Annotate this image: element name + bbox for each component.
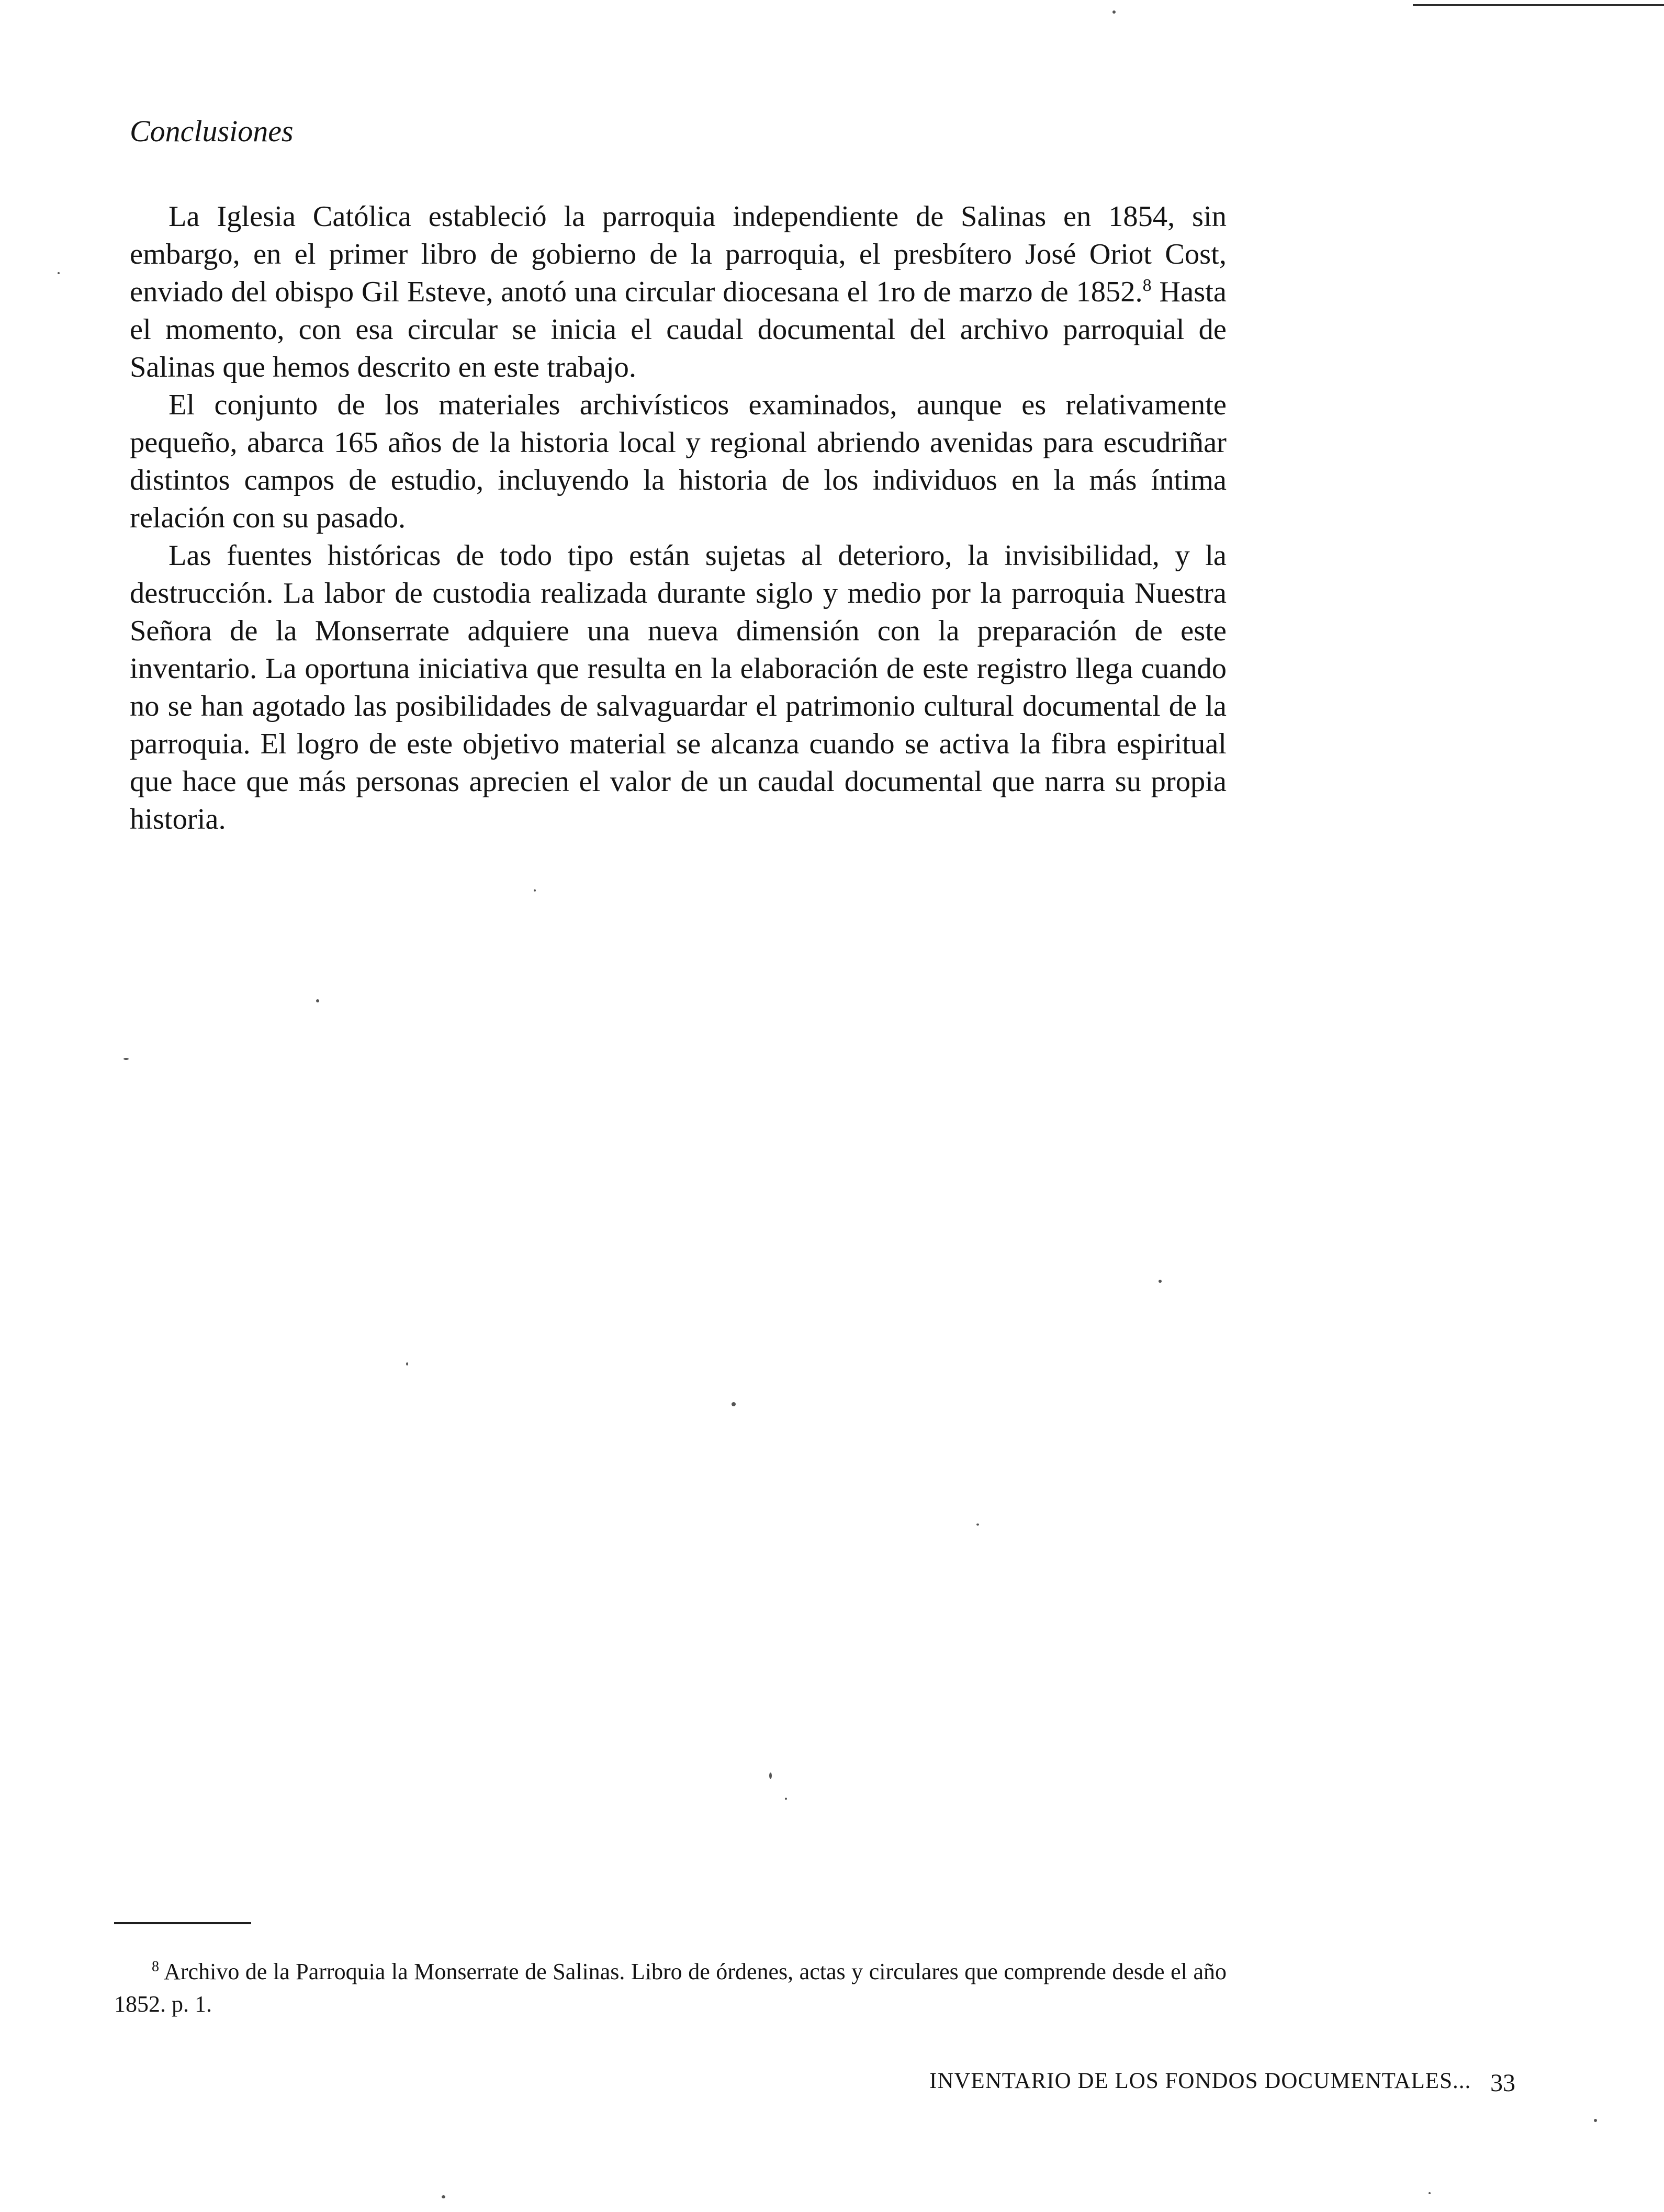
scan-speck [732, 1402, 736, 1406]
paragraph-2: El conjunto de los materiales archivísticos examinados, aunque es relativamente pequeño, abarca 165 años de la historia local y regional abriendo avenidas para escudriñar distintos campos de estudio, incluyendo la historia de los individuos en la más íntima relación con su pasado. [130, 389, 1227, 534]
scan-speck [316, 999, 319, 1002]
footnote-text: Archivo de la Parroquia la Monserrate de Salinas. Libro de órdenes, actas y circulares que comprende desde el año 1852. p. 1. [114, 1959, 1227, 2017]
page-number: 33 [1490, 2069, 1515, 2097]
scan-speck [785, 1798, 787, 1800]
paragraph-1 [130, 198, 1227, 386]
scan-speck [976, 1523, 979, 1526]
footnote [114, 1956, 1227, 2021]
scan-speck [442, 2195, 445, 2198]
scan-speck [534, 889, 536, 891]
footnote-reference: 8 [1142, 276, 1152, 296]
running-footer-title: INVENTARIO DE LOS FONDOS DOCUMENTALES... [929, 2069, 1471, 2093]
section-heading: Conclusiones [130, 114, 294, 148]
scan-speck [406, 1362, 408, 1365]
top-edge-rule [1413, 4, 1664, 6]
scan-speck [1429, 2192, 1431, 2194]
scan-speck [1159, 1280, 1162, 1283]
paragraph-1-text-before-note: La Iglesia Católica estableció la parroquia independiente de Salinas en 1854, sin embargo, en el primer libro de gobierno de la parroquia, el presbítero José Oriot Cost, enviado del obispo Gil Esteve, anotó una circular diocesana el 1ro de marzo de 1852. [130, 200, 1227, 308]
scan-speck [58, 272, 60, 274]
paragraph-3: Las fuentes históricas de todo tipo están sujetas al deterioro, la invisibilidad, y la destrucción. La labor de custodia realizada durante siglo y medio por la parroquia Nuestra Señora de la Monserrate adquiere una nueva dimensión con la preparación de este inventario. La oportuna iniciativa que resulta en la elaboración de este registro llega cuando no se han agotado las posibilidades de salvaguardar el patrimonio cultural documental de la parroquia. El logro de este objetivo material se alcanza cuando se activa la fibra espiritual que hace que más personas aprecien el valor de un caudal documental que narra su propia historia. [130, 539, 1227, 836]
scan-speck [1112, 10, 1116, 14]
footnote-mark: 8 [152, 1958, 159, 1975]
body-text [130, 198, 1227, 838]
paragraph-1-text-after-note: Hasta el momento, con esa circular se inicia el caudal documental del archivo parroquial de Salinas que hemos descrito en este trabajo. [130, 276, 1227, 383]
scan-speck [1594, 2119, 1597, 2122]
scan-speck [769, 1773, 772, 1779]
scan-speck [123, 1058, 129, 1060]
footnote-separator [114, 1922, 251, 1924]
